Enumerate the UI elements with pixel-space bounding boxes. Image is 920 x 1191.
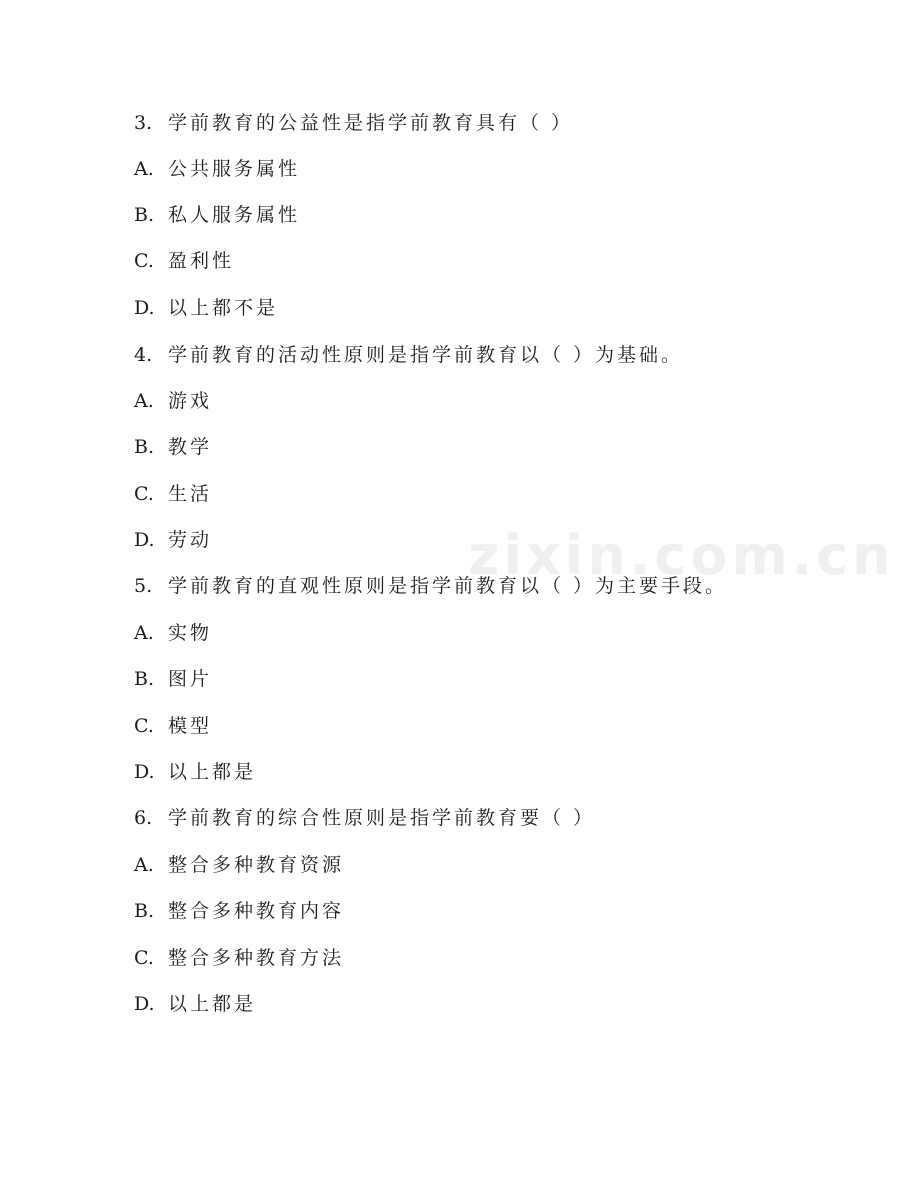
option-5b xyxy=(134,667,212,691)
option-label: C. xyxy=(134,250,154,272)
option-4d xyxy=(134,528,212,552)
question-text: 学前教育的直观性原则是指学前教育以（ ）为主要手段。 xyxy=(168,575,728,597)
question-number: 4. xyxy=(134,344,153,366)
option-text: 整合多种教育内容 xyxy=(168,900,345,922)
option-text: 劳动 xyxy=(168,529,213,551)
option-text: 游戏 xyxy=(168,390,213,412)
question-5 xyxy=(134,574,727,598)
question-number: 3. xyxy=(134,112,153,134)
option-text: 模型 xyxy=(168,715,213,737)
option-6d xyxy=(134,992,256,1016)
option-label: C. xyxy=(134,947,154,969)
option-4b xyxy=(134,435,212,459)
option-6a xyxy=(134,853,344,877)
question-text: 学前教育的活动性原则是指学前教育以（ ）为基础。 xyxy=(168,344,684,366)
question-6 xyxy=(134,806,595,830)
option-5c xyxy=(134,714,212,738)
question-4 xyxy=(134,343,683,367)
option-5d xyxy=(134,760,256,784)
option-label: A. xyxy=(134,854,154,876)
option-text: 实物 xyxy=(168,622,213,644)
option-3d xyxy=(134,296,278,320)
option-text: 公共服务属性 xyxy=(168,158,301,180)
option-label: B. xyxy=(134,436,155,458)
question-number: 6. xyxy=(134,807,153,829)
option-label: B. xyxy=(134,668,155,690)
option-5a xyxy=(134,621,212,645)
option-label: D. xyxy=(134,993,155,1015)
option-4a xyxy=(134,389,212,413)
option-label: A. xyxy=(134,390,154,412)
question-number: 5. xyxy=(134,575,153,597)
option-label: D. xyxy=(134,761,155,783)
option-6b xyxy=(134,899,344,923)
option-label: D. xyxy=(134,297,155,319)
option-label: C. xyxy=(134,483,154,505)
question-3 xyxy=(134,111,573,135)
option-text: 教学 xyxy=(168,436,213,458)
option-3c xyxy=(134,249,234,273)
option-text: 整合多种教育资源 xyxy=(168,854,345,876)
option-label: B. xyxy=(134,900,155,922)
question-text: 学前教育的综合性原则是指学前教育要（ ） xyxy=(168,807,596,829)
option-text: 生活 xyxy=(168,483,213,505)
option-6c xyxy=(134,946,344,970)
question-text: 学前教育的公益性是指学前教育具有（ ） xyxy=(168,112,574,134)
option-text: 整合多种教育方法 xyxy=(168,947,345,969)
option-3a xyxy=(134,157,300,181)
option-text: 以上都不是 xyxy=(168,297,279,319)
option-label: B. xyxy=(134,204,155,226)
option-label: A. xyxy=(134,622,154,644)
option-label: A. xyxy=(134,158,154,180)
option-text: 盈利性 xyxy=(168,250,235,272)
option-text: 私人服务属性 xyxy=(168,204,301,226)
option-text: 图片 xyxy=(168,668,213,690)
option-3b xyxy=(134,203,300,227)
option-label: C. xyxy=(134,715,154,737)
option-text: 以上都是 xyxy=(168,993,257,1015)
option-4c xyxy=(134,482,212,506)
option-text: 以上都是 xyxy=(168,761,257,783)
option-label: D. xyxy=(134,529,155,551)
watermark: zixin.com.cn xyxy=(468,524,895,587)
